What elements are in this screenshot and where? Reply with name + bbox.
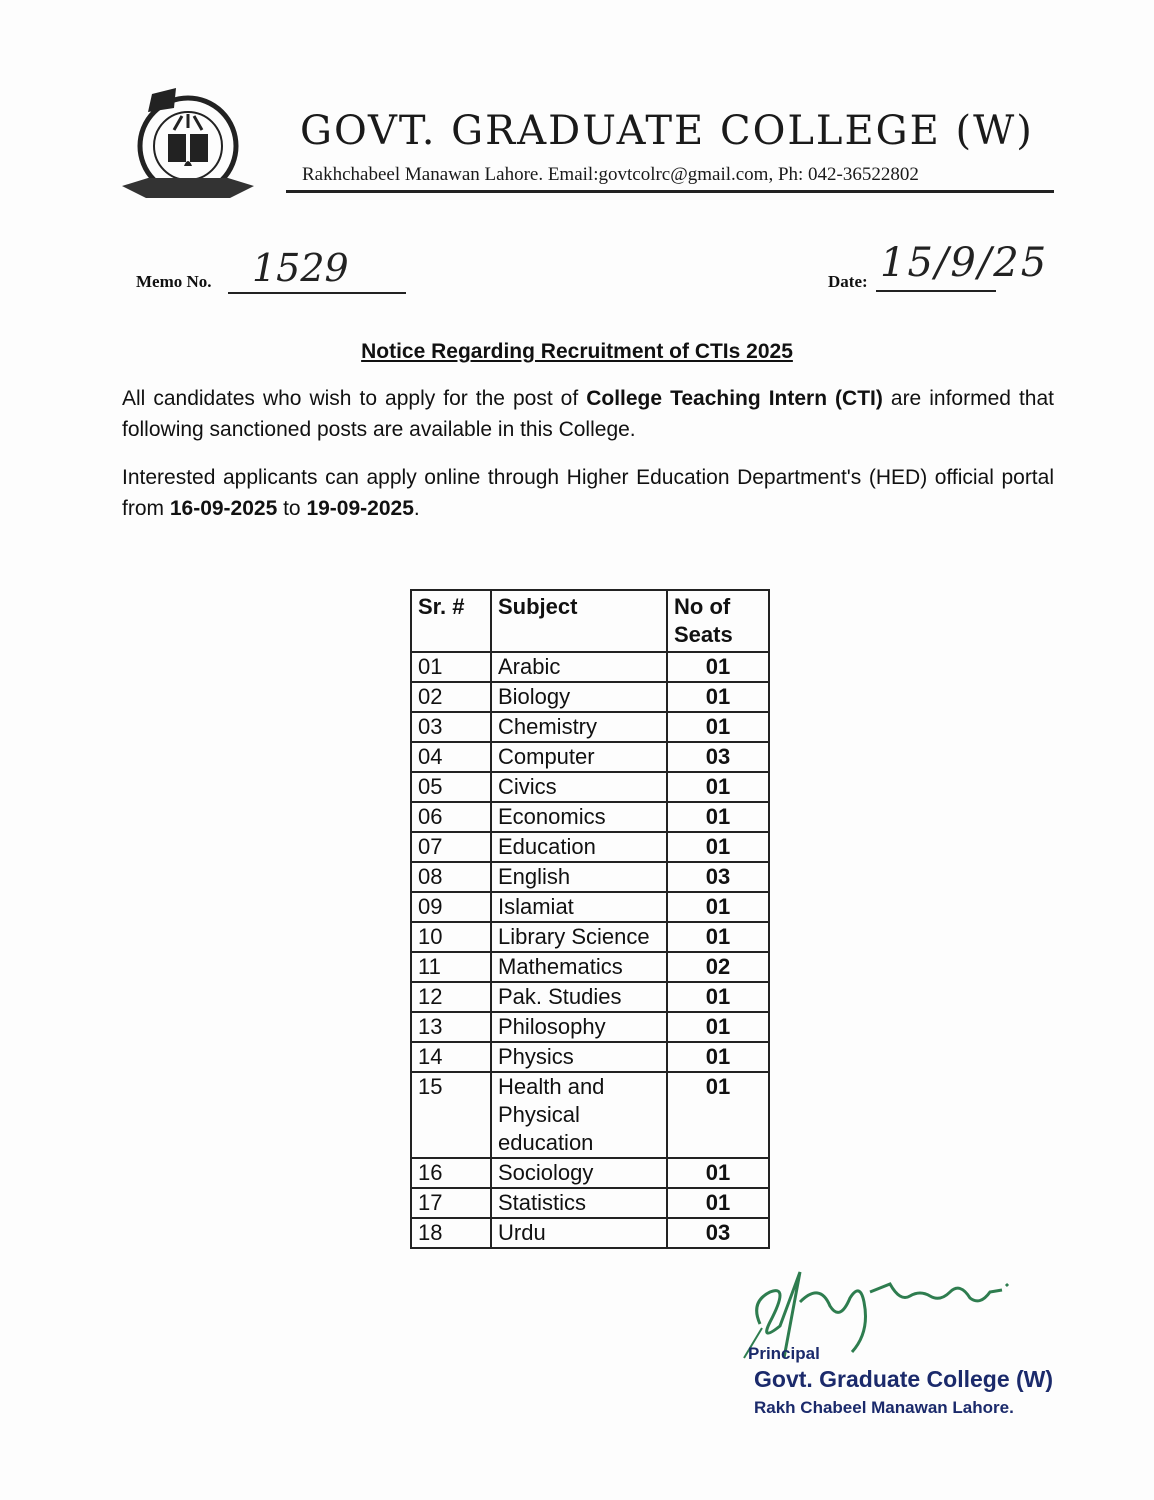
- table-row: [411, 682, 769, 712]
- cell-subject: Philosophy: [491, 1012, 667, 1042]
- notice-paragraph-2: [122, 462, 1054, 524]
- cell-sr: 16: [411, 1158, 491, 1188]
- seats-table: [410, 589, 770, 1249]
- header-sr: Sr. #: [411, 590, 491, 652]
- table-row: [411, 712, 769, 742]
- cell-seats: 03: [667, 1218, 769, 1248]
- cell-sr: 07: [411, 832, 491, 862]
- notice-title: Notice Regarding Recruitment of CTIs 2025: [361, 340, 793, 363]
- header-subject: Subject: [491, 590, 667, 652]
- start-date: 16-09-2025: [169, 497, 278, 520]
- cell-seats: 01: [667, 1158, 769, 1188]
- cell-subject: Chemistry: [491, 712, 667, 742]
- cell-sr: 10: [411, 922, 491, 952]
- cell-seats: 01: [667, 772, 769, 802]
- memo-number: 1529: [252, 246, 349, 290]
- table-row: [411, 1072, 769, 1158]
- cell-subject: English: [491, 862, 667, 892]
- table-row: [411, 1188, 769, 1218]
- cell-subject: Biology: [491, 682, 667, 712]
- cell-seats: 01: [667, 712, 769, 742]
- date-label: Date:: [828, 272, 868, 291]
- table-header-row: [411, 590, 769, 652]
- cell-seats: 01: [667, 1072, 769, 1158]
- table-row: [411, 892, 769, 922]
- table-row: [411, 1158, 769, 1188]
- date-value: 15/9/25: [880, 240, 1049, 286]
- table-row: [411, 832, 769, 862]
- date-underline: [876, 290, 996, 292]
- cell-sr: 18: [411, 1218, 491, 1248]
- p1-text: All candidates who wish to apply for the post of: [122, 387, 587, 410]
- cell-subject: Urdu: [491, 1218, 667, 1248]
- cell-sr: 05: [411, 772, 491, 802]
- college-name: GOVT. GRADUATE COLLEGE (W): [300, 108, 1034, 154]
- table-row: [411, 772, 769, 802]
- p2-end: .: [413, 497, 420, 520]
- cell-seats: 01: [667, 922, 769, 952]
- memo-underline: [228, 292, 406, 294]
- cell-subject: Civics: [491, 772, 667, 802]
- cell-sr: 06: [411, 802, 491, 832]
- cell-sr: 08: [411, 862, 491, 892]
- p1-text-end: are informed that following sanctioned posts are available in this College.: [122, 387, 1054, 441]
- cell-subject: Education: [491, 832, 667, 862]
- cell-sr: 03: [411, 712, 491, 742]
- header-seats: No of Seats: [667, 590, 769, 652]
- cell-sr: 17: [411, 1188, 491, 1218]
- cell-subject: Library Science: [491, 922, 667, 952]
- table-row: [411, 802, 769, 832]
- table-row: [411, 652, 769, 682]
- cell-sr: 09: [411, 892, 491, 922]
- cell-seats: 01: [667, 892, 769, 922]
- cell-subject: Computer: [491, 742, 667, 772]
- header-divider: [286, 190, 1054, 193]
- cell-sr: 12: [411, 982, 491, 1012]
- cell-subject: Economics: [491, 802, 667, 832]
- signatory-title: Principal: [748, 1344, 820, 1363]
- cell-sr: 14: [411, 1042, 491, 1072]
- table-row: [411, 952, 769, 982]
- cell-seats: 01: [667, 652, 769, 682]
- table-row: [411, 862, 769, 892]
- table-row: [411, 982, 769, 1012]
- cell-sr: 01: [411, 652, 491, 682]
- post-name: College Teaching Intern (CTI): [586, 387, 883, 410]
- table-row: [411, 1042, 769, 1072]
- table-row: [411, 1012, 769, 1042]
- table-row: [411, 922, 769, 952]
- cell-subject: Sociology: [491, 1158, 667, 1188]
- cell-sr: 11: [411, 952, 491, 982]
- college-crest-icon: [118, 86, 258, 216]
- p2-to: to: [277, 497, 307, 520]
- cell-seats: 01: [667, 802, 769, 832]
- cell-sr: 13: [411, 1012, 491, 1042]
- cell-subject: Islamiat: [491, 892, 667, 922]
- college-address: Rakhchabeel Manawan Lahore. Email:govtcolrc@gmail.com, Ph: 042-36522802: [302, 164, 919, 185]
- cell-subject: Arabic: [491, 652, 667, 682]
- cell-subject: Mathematics: [491, 952, 667, 982]
- stamp-college: Govt. Graduate College (W): [754, 1366, 1054, 1392]
- cell-seats: 01: [667, 1012, 769, 1042]
- table-row: [411, 742, 769, 772]
- cell-sr: 15: [411, 1072, 491, 1158]
- notice-paragraph-1: [122, 383, 1054, 445]
- cell-seats: 03: [667, 742, 769, 772]
- memo-label: Memo No.: [136, 272, 212, 291]
- cell-sr: 04: [411, 742, 491, 772]
- cell-seats: 01: [667, 832, 769, 862]
- cell-subject: Statistics: [491, 1188, 667, 1218]
- cell-seats: 01: [667, 1188, 769, 1218]
- cell-subject: Pak. Studies: [491, 982, 667, 1012]
- end-date: 19-09-2025: [306, 497, 414, 520]
- cell-seats: 02: [667, 952, 769, 982]
- cell-subject: Physics: [491, 1042, 667, 1072]
- p2-text: Interested applicants can apply online through Higher Education Department's (HED) official portal from: [122, 466, 1054, 520]
- cell-seats: 03: [667, 862, 769, 892]
- cell-sr: 02: [411, 682, 491, 712]
- cell-seats: 01: [667, 982, 769, 1012]
- cell-subject: Health and Physical education: [491, 1072, 667, 1158]
- cell-seats: 01: [667, 1042, 769, 1072]
- stamp-address: Rakh Chabeel Manawan Lahore.: [754, 1398, 1014, 1417]
- cell-seats: 01: [667, 682, 769, 712]
- table-row: [411, 1218, 769, 1248]
